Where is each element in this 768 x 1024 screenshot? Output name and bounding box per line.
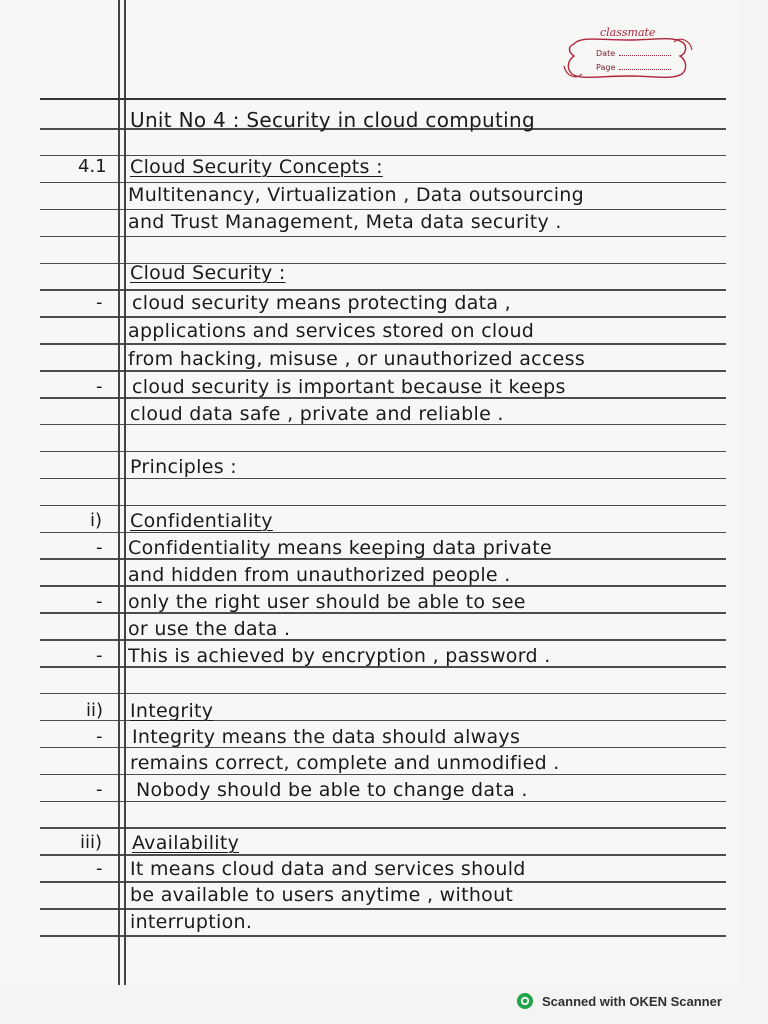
ruled-line	[40, 370, 726, 372]
cloud-security-bullet-1-line-1: cloud security means protecting data ,	[132, 292, 512, 314]
ruled-line	[40, 236, 726, 238]
integrity-bullet-1-line-2: remains correct, complete and unmodified .	[130, 752, 560, 774]
stamp-page-label: Page	[596, 63, 616, 72]
bullet-dash: -	[96, 726, 103, 747]
section-text-line-2: and Trust Management, Meta data security .	[128, 211, 562, 233]
bullet-dash: -	[96, 858, 103, 879]
principle-title: Integrity	[130, 700, 214, 722]
ruled-line	[40, 854, 726, 856]
section-text-line-1: Multitenancy, Virtualization , Data outsourcing	[128, 184, 584, 206]
bullet-dash: -	[96, 645, 103, 666]
ruled-line	[40, 316, 726, 318]
section-title: Cloud Security Concepts :	[130, 156, 383, 178]
cloud-security-title: Cloud Security :	[130, 262, 286, 284]
oken-scanner-logo-icon	[516, 992, 534, 1010]
bullet-dash: -	[96, 537, 103, 558]
classmate-stamp	[560, 26, 696, 86]
principle-number: i)	[90, 510, 103, 531]
integrity-bullet-1-line-1: Integrity means the data should always	[132, 726, 521, 748]
top-rule	[40, 98, 726, 100]
confidentiality-bullet-2-line-1: only the right user should be able to see	[128, 591, 526, 613]
scanner-footer	[516, 990, 722, 1012]
integrity-bullet-2-line-1: Nobody should be able to change data .	[136, 779, 528, 801]
stamp-date-field	[596, 49, 671, 58]
principles-title: Principles :	[130, 456, 237, 478]
principle-title: Availability	[132, 832, 240, 854]
stamp-page-field	[596, 63, 671, 72]
availability-bullet-1-line-3: interruption.	[130, 911, 253, 933]
cloud-security-bullet-2-line-1: cloud security is important because it keeps	[132, 376, 566, 398]
availability-bullet-1-line-2: be available to users anytime , without	[130, 884, 514, 906]
scanner-footer-text: Scanned with OKEN Scanner	[542, 993, 722, 1009]
principle-title: Confidentiality	[130, 510, 273, 532]
bullet-dash: -	[96, 591, 103, 612]
ruled-line	[40, 827, 726, 829]
section-number: 4.1	[78, 156, 107, 177]
ruled-line	[40, 693, 726, 695]
stamp-date-label: Date	[596, 49, 616, 58]
ruled-line	[40, 343, 726, 345]
stamp-brand: classmate	[600, 26, 656, 39]
principle-number: ii)	[86, 700, 104, 721]
availability-bullet-1-line-1: It means cloud data and services should	[130, 858, 526, 880]
bullet-dash: -	[96, 376, 103, 397]
ruled-line	[40, 505, 726, 507]
ruled-line	[40, 935, 726, 937]
ruled-line	[40, 451, 726, 453]
margin-line-right	[124, 0, 126, 985]
confidentiality-bullet-1-line-2: and hidden from unauthorized people .	[128, 564, 511, 586]
confidentiality-bullet-3-line-1: This is achieved by encryption , password .	[128, 645, 551, 667]
unit-heading: Unit No 4 : Security in cloud computing	[130, 108, 535, 132]
bullet-dash: -	[96, 779, 103, 800]
ruled-line	[40, 881, 726, 883]
ruled-line	[40, 289, 726, 291]
confidentiality-bullet-2-line-2: or use the data .	[128, 618, 291, 640]
cloud-security-bullet-1-line-3: from hacking, misuse , or unauthorized access	[128, 348, 586, 370]
bullet-dash: -	[96, 292, 103, 313]
principle-number: iii)	[80, 832, 103, 853]
cloud-security-bullet-2-line-2: cloud data safe , private and reliable .	[130, 403, 504, 425]
ruled-line	[40, 908, 726, 910]
margin-line-left	[118, 0, 120, 985]
confidentiality-bullet-1-line-1: Confidentiality means keeping data private	[128, 537, 552, 559]
cloud-security-bullet-1-line-2: applications and services stored on cloud	[128, 320, 535, 342]
